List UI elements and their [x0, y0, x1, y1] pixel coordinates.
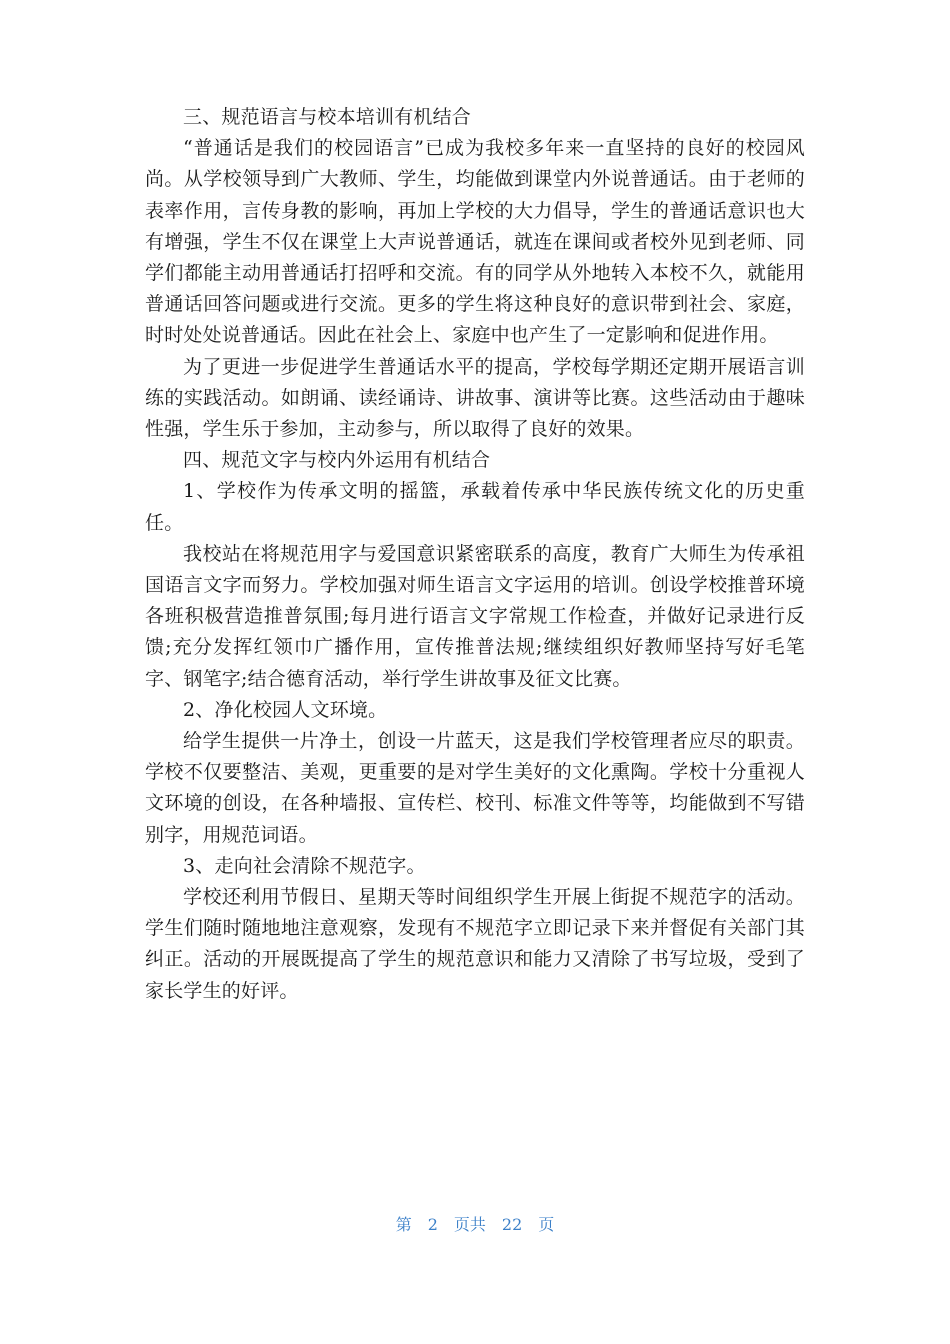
page-number: 2: [427, 1215, 438, 1234]
footer-word-di: 第: [395, 1215, 412, 1234]
item-two-heading: 2、净化校园人文环境。: [183, 698, 388, 721]
footer-word-ye-gong: 页共: [453, 1215, 486, 1234]
footer-word-ye: 页: [538, 1215, 555, 1234]
paragraph-language-training: 为了更进一步促进学生普通话水平的提高，学校每学期还定期开展语言训练的实践活动。如朗诵、读经诵诗、讲故事、演讲等比赛。这些活动由于趣味性强，学生乐于参加，主动参与，所以取得了良好的效果。: [145, 355, 805, 441]
document-body: [145, 102, 805, 1007]
section-heading-four: 四、规范文字与校内外运用有机结合: [183, 449, 491, 472]
section-heading-three: 三、规范语言与校本培训有机结合: [183, 106, 472, 128]
paragraph-putonghua-campus: “普通话是我们的校园语言”已成为我校多年来一直坚持的良好的校园风尚。从学校领导到广大教师、学生，均能做到课堂内外说普通话。由于老师的表率作用，言传身教的影响，再加上学校的大力倡导，学生的普通话意识也大有增强，学生不仅在课堂上大声说普通话，就连在课间或者校外见到老师、同学们都能主动用普通话打招呼和交流。有的同学从外地转入本校不久，就能用普通话回答问题或进行交流。更多的学生将这种良好的意识带到社会、家庭，时时处处说普通话。因此在社会上、家庭中也产生了一定影响和促进作用。: [145, 137, 805, 347]
item-one-heading: 1、学校作为传承文明的摇篮，承载着传承中华民族传统文化的历史重任。: [145, 480, 805, 534]
total-pages: 22: [501, 1215, 523, 1234]
paragraph-standard-characters: 我校站在将规范用字与爱国意识紧密联系的高度，教育广大师生为传承祖国语言文字而努力。学校加强对师生语言文字运用的培训。创设学校推普环境各班积极营造推普氛围;每月进行语言文字常规工作检查，并做好记录进行反馈;充分发挥红领巾广播作用，宣传推普法规;继续组织好教师坚持写好毛笔字、钢笔字;结合德育活动，举行学生讲故事及征文比赛。: [145, 542, 805, 690]
paragraph-campus-environment: 给学生提供一片净土，创设一片蓝天，这是我们学校管理者应尽的职责。学校不仅要整洁、美观，更重要的是对学生美好的文化熏陶。学校十分重视人文环境的创设，在各种墙报、宣传栏、校刊、标准文件等等，均能做到不写错别字，用规范词语。: [145, 730, 805, 846]
paragraph-street-activity: 学校还利用节假日、星期天等时间组织学生开展上街捉不规范字的活动。学生们随时随地地注意观察，发现有不规范字立即记录下来并督促有关部门其纠正。活动的开展既提高了学生的规范意识和能力又清除了书写垃圾，受到了家长学生的好评。: [145, 886, 805, 1002]
page-footer: [0, 1212, 950, 1235]
item-three-heading: 3、走向社会清除不规范字。: [183, 854, 426, 877]
